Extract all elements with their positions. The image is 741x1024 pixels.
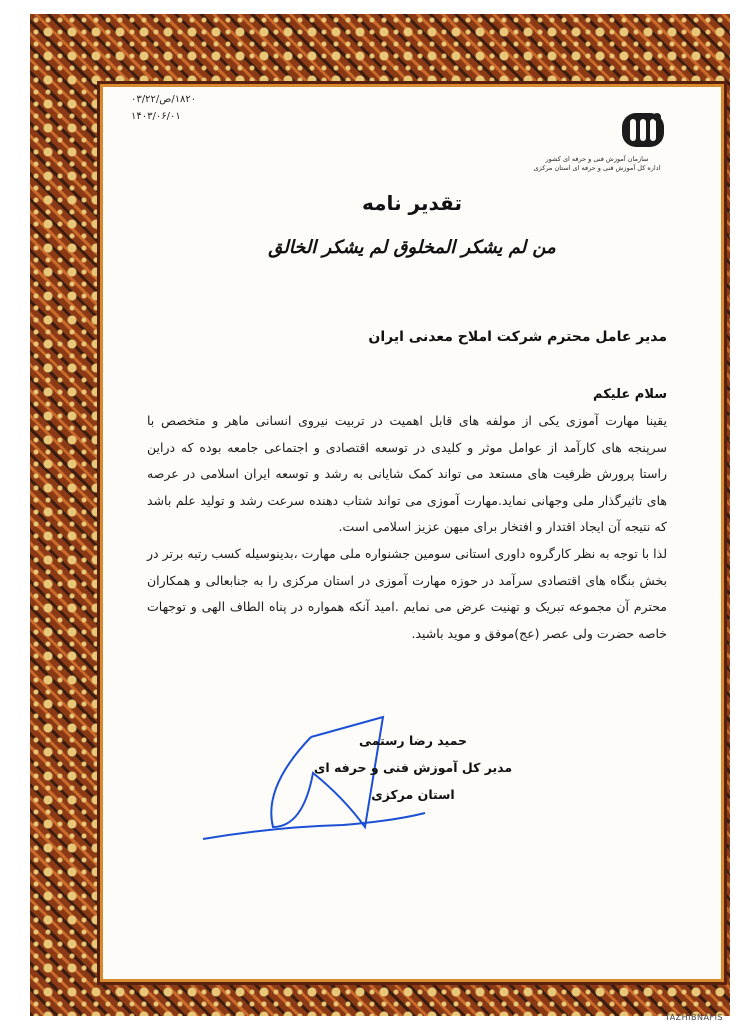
body-paragraph-2: لذا با توجه به نظر کارگروه داوری استانی سومین جشنواره ملی مهارت ،بدینوسیله کسب رتبه برتر در بخش بنگاه های اقتصادی سرآمد در حوزه مهارت آموزی در استان مرکزی را به جنابعالی و همکاران محترم آن مجموعه تبریک و تهنیت عرض می نمایم .امید آنکه همواره در پناه الطاف الهی و توجهات خاصه حضرت ولی عصر (عج)موفق و موید باشید. (147, 545, 667, 641)
signatory-province: استان مرکزی (371, 787, 455, 802)
ornamental-border (30, 14, 730, 1016)
calligraphy-verse: من لم یشکر المخلوق لم یشکر الخالق (268, 237, 556, 258)
greeting: سلام علیکم (593, 387, 667, 402)
letter-body (147, 408, 667, 647)
signatory-name: حمید رضا رستمی (358, 733, 467, 748)
watermark: TAZHIBNAFIS (664, 1013, 723, 1022)
letter-title: تقدیر نامه (362, 191, 462, 215)
logo-line-1: سازمان آموزش فنی و حرفه ای کشور (545, 155, 649, 163)
tvto-logo-icon (621, 109, 665, 151)
signatory-position: مدیر کل آموزش فنی و حرفه ای (313, 760, 513, 775)
signature-block (303, 727, 523, 808)
letter-date: ۱۴۰۳/۰۶/۰۱ (131, 111, 181, 122)
body-paragraph-1: یقینا مهارت آموزی یکی از مولفه های قابل اهمیت در تربیت نیروی انسانی ماهر و متخصص با سرپنجه های کارآمد از عوامل موثر و کلیدی در توسعه اقتصادی و اجتماعی جامعه بوده که دراین راستا پرورش ظرفیت های مستعد می تواند کمک شایانی به رشد و توسعه ایران اسلامی در عرصه های تاثیرگذار ملی وجهانی نماید.مهارت آموزی می تواند شتاب دهنده سرعت رشد و تولید علم باشد که نتیجه آن ایجاد اقتدار و افتخار برای میهن عزیز اسلامی است. (147, 413, 667, 535)
letter-paper (100, 84, 724, 982)
reference-number: ۱۸۲۰/ص/۰۳/۲۲ (131, 94, 197, 105)
logo-caption (517, 155, 677, 173)
logo-line-2: اداره کل آموزش فنی و حرفه ای استان مرکزی (533, 164, 661, 172)
recipient-line: مدیر عامل محترم شرکت املاح معدنی ایران (368, 329, 667, 345)
reference-block (131, 91, 196, 125)
